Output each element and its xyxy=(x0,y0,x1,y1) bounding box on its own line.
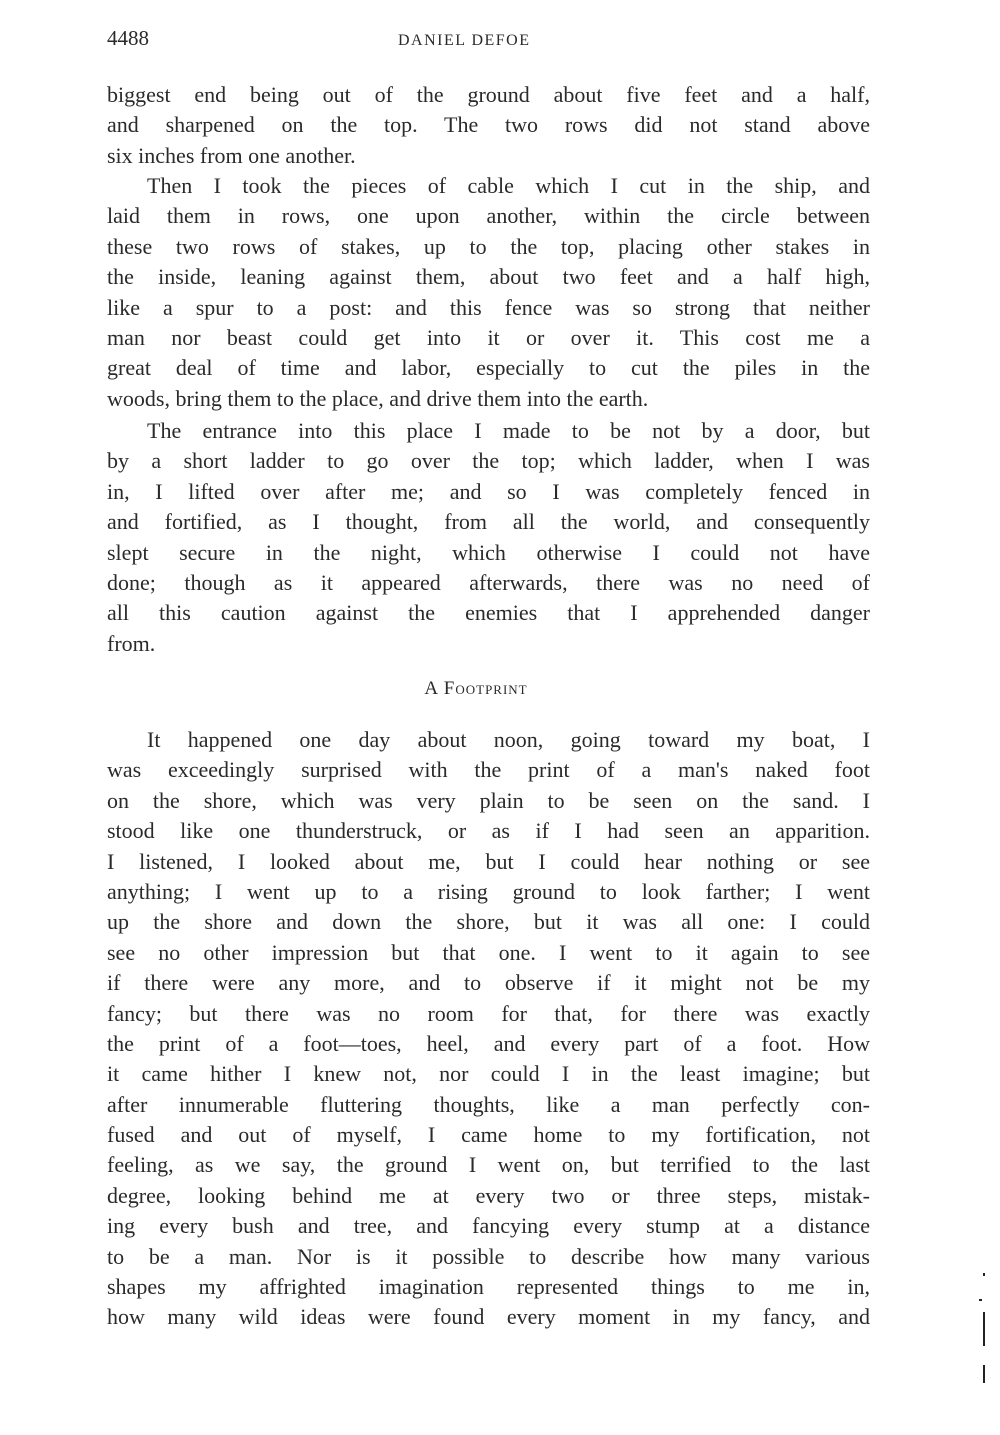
text-line: fused and out of myself, I came home to my fortification, not xyxy=(107,1122,870,1148)
text-line: stood like one thunderstruck, or as if I had seen an apparition. xyxy=(107,818,870,844)
text-line: was exceedingly surprised with the print of a man's naked foot xyxy=(107,757,870,783)
text-line: after innumerable fluttering thoughts, like a man perfectly con- xyxy=(107,1091,870,1117)
text-line: woods, bring them to the place, and drive them into the earth. xyxy=(107,385,649,411)
text-line: man nor beast could get into it or over it. This cost me a xyxy=(107,324,870,350)
text-line: these two rows of stakes, up to the top, placing other stakes in xyxy=(107,233,870,259)
text-line: and fortified, as I thought, from all the world, and consequently xyxy=(107,509,870,535)
text-line: done; though as it appeared afterwards, there was no need of xyxy=(107,569,870,595)
text-line: The entrance into this place I made to be not by a door, but xyxy=(147,418,870,443)
paragraph xyxy=(107,80,870,171)
page-number: 4488 xyxy=(107,26,149,50)
text-line: if there were any more, and to observe if it might not be my xyxy=(107,970,870,996)
running-title: DANIEL DEFOE xyxy=(398,32,531,49)
scan-artifact xyxy=(983,1365,985,1383)
scan-artifact xyxy=(983,1273,985,1276)
text-line: how many wild ideas were found every moment in my fancy, and xyxy=(107,1304,870,1330)
text-line: laid them in rows, one upon another, within the circle between xyxy=(107,203,870,229)
section-heading xyxy=(0,678,1000,700)
section-heading-text: A Footprint xyxy=(424,678,528,699)
text-line: it came hither I knew not, nor could I in the least imagine; but xyxy=(107,1061,870,1087)
text-line: shapes my affrighted imagination represented things to me in, xyxy=(107,1274,870,1300)
text-line: on the shore, which was very plain to be seen on the sand. I xyxy=(107,787,870,813)
text-line: to be a man. Nor is it possible to describe how many various xyxy=(107,1243,870,1269)
text-line: great deal of time and labor, especially to cut the piles in the xyxy=(107,355,870,381)
paragraph xyxy=(107,416,870,659)
text-line: like a spur to a post: and this fence was so strong that neither xyxy=(107,294,870,320)
text-line: the print of a foot—toes, heel, and every part of a foot. How xyxy=(107,1030,870,1056)
text-line: slept secure in the night, which otherwise I could not have xyxy=(107,539,870,565)
text-line: all this caution against the enemies that I apprehended danger xyxy=(107,600,870,626)
text-line: anything; I went up to a rising ground to look farther; I went xyxy=(107,878,870,904)
text-line: feeling, as we say, the ground I went on, but terrified to the last xyxy=(107,1152,870,1178)
text-line: Then I took the pieces of cable which I cut in the ship, and xyxy=(147,173,870,198)
scan-artifact xyxy=(983,1312,985,1346)
text-line: biggest end being out of the ground about five feet and a half, xyxy=(107,82,870,107)
paragraph xyxy=(107,725,870,1333)
text-line: ing every bush and tree, and fancying every stump at a distance xyxy=(107,1213,870,1239)
text-line: fancy; but there was no room for that, for there was exactly xyxy=(107,1000,870,1026)
paragraph xyxy=(107,171,870,414)
text-line: I listened, I looked about me, but I could hear nothing or see xyxy=(107,848,870,874)
text-line: six inches from one another. xyxy=(107,142,356,168)
text-line: by a short ladder to go over the top; which ladder, when I was xyxy=(107,448,870,474)
text-line: up the shore and down the shore, but it was all one: I could xyxy=(107,909,870,935)
text-line: the inside, leaning against them, about two feet and a half high, xyxy=(107,264,870,290)
text-line: degree, looking behind me at every two or three steps, mistak- xyxy=(107,1182,870,1208)
text-line: It happened one day about noon, going toward my boat, I xyxy=(147,727,870,752)
text-line: and sharpened on the top. The two rows did not stand above xyxy=(107,112,870,138)
text-line: from. xyxy=(107,630,156,656)
text-line: see no other impression but that one. I went to it again to see xyxy=(107,939,870,965)
text-line: in, I lifted over after me; and so I was completely fenced in xyxy=(107,478,870,504)
scan-artifact xyxy=(979,1299,982,1301)
